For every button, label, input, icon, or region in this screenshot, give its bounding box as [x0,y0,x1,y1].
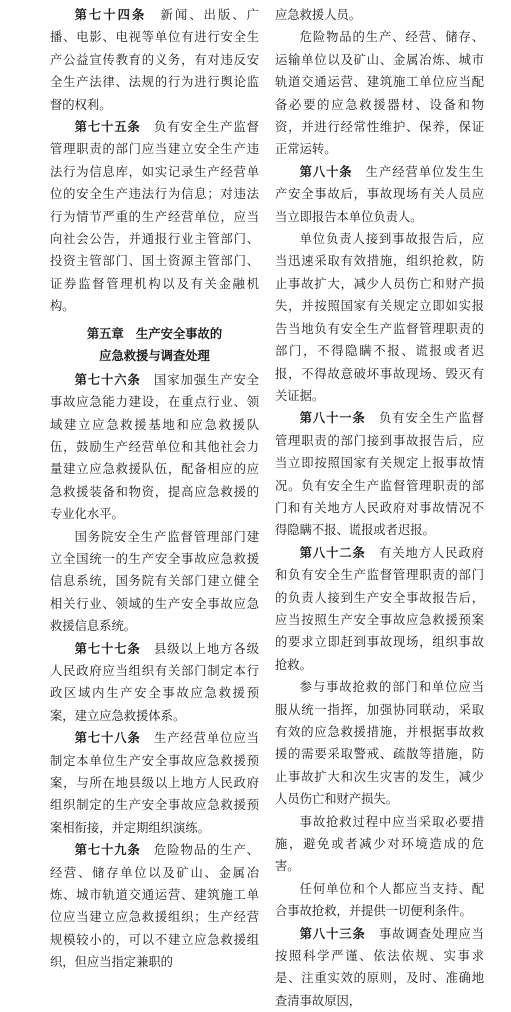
article-76 [50,369,259,526]
article-text: 生产经营单位应当制定本单位生产安全事故应急救援预案，与所在地县级以上地方人民政府组织制定的生产安全事故应急救援预案相衔接，并定期组织演练。 [50,731,259,835]
article-82 [275,542,484,676]
article-text: 负有安全生产监督管理职责的部门接到事故报告后，应当立即按照国家有关规定上报事故情况。负有安全生产监督管理职责的部门和有关地方人民政府对事故情况不得隐瞒不报、谎报或者迟报。 [275,411,484,538]
article-76-paragraph-2: 国务院安全生产监督管理部门建立全国统一的生产安全事故应急救援信息系统，国务院有关部门建立健全相关行业、领域的生产安全事故应急救援信息系统。 [50,529,259,634]
article-label: 第八十三条 [299,925,366,941]
article-79 [50,839,259,973]
chapter-heading [50,323,259,367]
article-text: 生产经营单位发生生产安全事故后，事故现场有关人员应当立即报告本单位负责人。 [275,164,484,224]
article-label: 第七十七条 [74,640,141,656]
article-80-paragraph-2: 单位负责人接到事故报告后，应当迅速采取有效措施，组织抢救，防止事故扩大，减少人员伤亡和财产损失，并按照国家有关规定立即如实报告当地负有安全生产监督管理职责的部门，不得隐瞒不报、谎报或者迟报，不得故意破坏事故现场、毁灭有关证据。 [275,232,484,403]
article-text: 县级以上地方各级人民政府应当组织有关部门制定本行政区域内生产安全事故应急救援预案，建立应急救援体系。 [50,641,259,723]
article-text: 有关地方人民政府和负有安全生产监督管理职责的部门的负责人接到生产安全事故报告后，应当按照生产安全事故应急救援预案的要求立即赶到事故现场，组织事故抢救。 [275,545,484,672]
chapter-title-line-2: 应急救援与调查处理 [99,347,210,363]
article-79-paragraph-2: 危险物品的生产、经营、储存、运输单位以及矿山、金属冶炼、城市轨道交通运营、建筑施工单位应当配备必要的应急救援器材、设备和物资，并进行经常性维护、保养，保证正常运转。 [275,30,484,157]
article-74 [50,4,259,116]
article-text: 新闻、出版、广播、电影、电视等单位有进行安全生产公益宣传教育的义务，有对违反安全生产法律、法规的行为进行舆论监督的权利。 [50,8,259,112]
article-label: 第七十四条 [74,7,147,22]
article-label: 第七十九条 [74,842,141,858]
article-79-continuation: 应急救援人员。 [275,8,362,22]
article-75 [50,116,259,318]
article-82-paragraph-2: 参与事故抢救的部门和单位应当服从统一指挥，加强协同联动，采取有效的应急救援措施，并根据事故救援的需要采取警戒、疏散等措施，防止事故扩大和次生灾害的发生，减少人员伤亡和财产损失。 [275,680,484,807]
article-81 [275,407,484,541]
article-82-paragraph-4: 任何单位和个人都应当支持、配合事故抢救，并提供一切便利条件。 [275,881,484,919]
article-label: 第八十一条 [299,410,366,426]
article-77 [50,638,259,728]
article-78 [50,727,259,839]
article-text: 负有安全生产监督管理职责的部门应当建立安全生产违法行为信息库，如实记录生产经营单位的安全生产违法行为信息；对违法行为情节严重的生产经营单位，应当向社会公告，并通报行业主管部门、投资主管部门、国土资源主管部门、证券监督管理机构以及有关金融机构。 [50,120,259,314]
chapter-title-line-1: 第五章 生产安全事故的 [86,325,223,341]
article-text: 国家加强生产安全事故应急能力建设，在重点行业、领域建立应急救援基地和应急救援队伍，鼓励生产经营单位和其他社会力量建立应急救援队伍，配备相应的应急救援装备和物资，提高应急救援的专业化水平。 [50,372,259,522]
article-label: 第八十条 [299,163,353,179]
article-83 [275,923,484,1012]
right-column [275,4,484,1008]
article-80 [275,161,484,228]
article-text: 危险物品的生产、经营、储存单位以及矿山、金属冶炼、城市轨道交通运营、建筑施工单位应当建立应急救援组织；生产经营规模较小的，可以不建立应急救援组织，但应当指定兼职的 [50,843,259,970]
article-82-paragraph-3: 事故抢救过程中应当采取必要措施，避免或者减少对环境造成的危害。 [275,814,484,874]
article-label: 第八十二条 [299,544,366,560]
article-label: 第七十八条 [74,730,141,746]
article-text: 事故调查处理应当按照科学严谨、依法依规、实事求是、注重实效的原则，及时、准确地查清事故原因， [275,926,484,1008]
left-column [50,4,259,970]
article-label: 第七十五条 [74,119,141,135]
article-label: 第七十六条 [74,371,141,387]
